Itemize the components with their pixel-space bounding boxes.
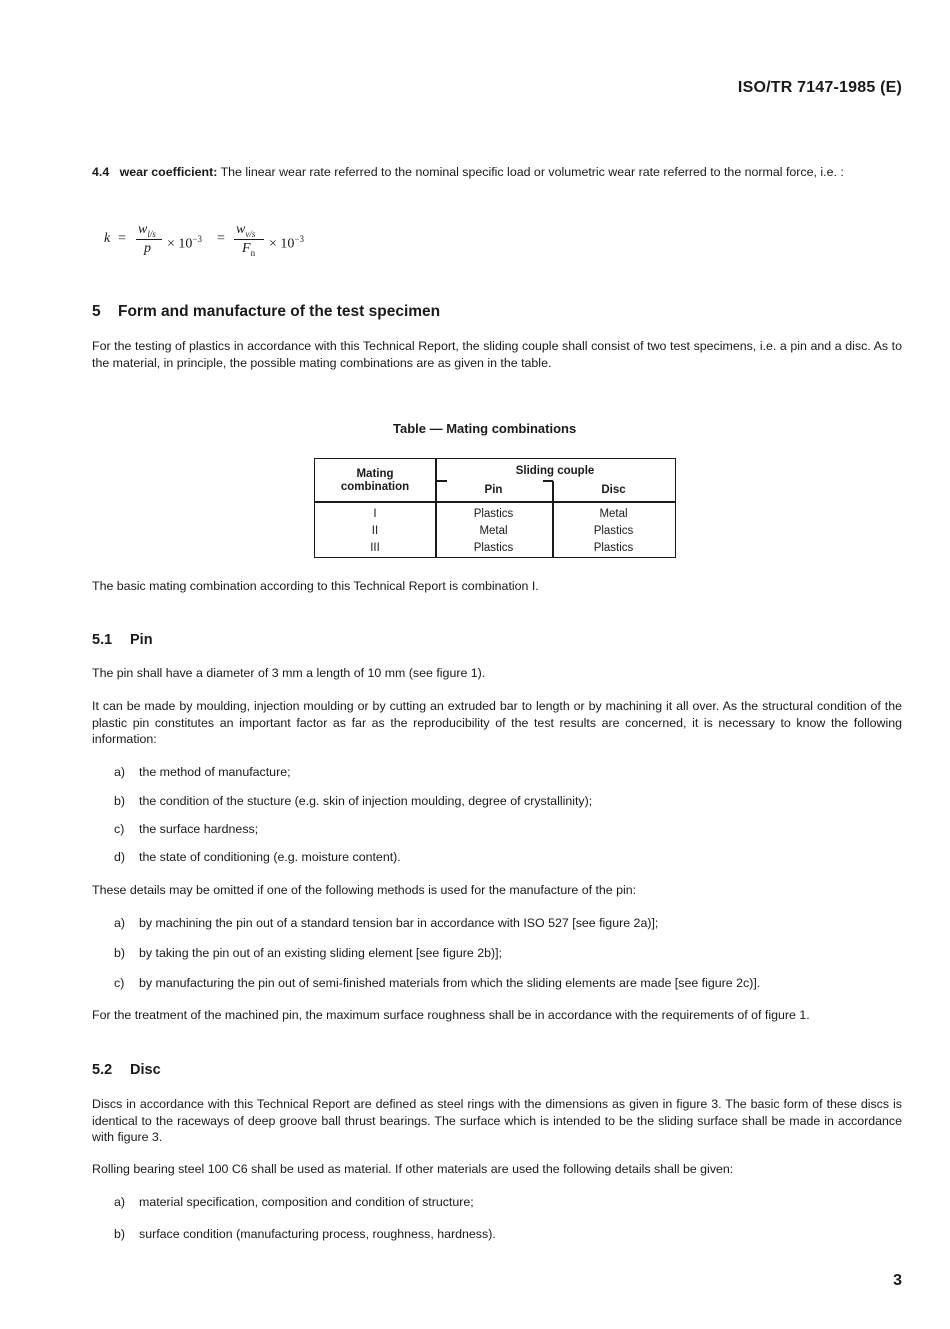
header-disc: Disc: [601, 484, 626, 496]
table-cell-pin: Plastics: [473, 508, 514, 520]
table-caption: Table — Mating combinations: [393, 421, 577, 436]
section-5-2-paragraph-2: Rolling bearing steel 100 C6 shall be used as material. If other materials are used the following details shall be given:: [92, 1162, 734, 1176]
section-5-1-heading: [92, 632, 153, 649]
section-title: Pin: [130, 632, 153, 648]
header-sliding-couple: Sliding couple: [515, 465, 595, 477]
wear-coefficient-formula: [104, 222, 364, 272]
definition-4-4: [92, 164, 902, 181]
table-cell-disc: Plastics: [593, 542, 634, 554]
clause-number: 4.4: [92, 165, 110, 179]
header-mating: Mating: [356, 468, 394, 480]
list-item: c) the surface hardness;: [114, 822, 259, 836]
table-cell-combo: I: [373, 508, 377, 520]
table-cell-disc: Plastics: [593, 525, 634, 537]
section-5-1-paragraph-1: The pin shall have a diameter of 3 mm a length of 10 mm (see figure 1).: [92, 666, 486, 680]
document-id: ISO/TR 7147-1985 (E): [737, 79, 902, 96]
formula-denominator-1: p: [144, 241, 151, 256]
formula-equals-1: =: [118, 231, 126, 246]
page-number: 3: [893, 1272, 902, 1289]
definition-text: The linear wear rate referred to the nominal specific load or volumetric wear rate referred to the normal force, i.e. :: [220, 165, 844, 179]
formula-equals-2: =: [217, 231, 225, 246]
list-item: c) by manufacturing the pin out of semi-finished materials from which the sliding elements are made [see figure 2c)].: [114, 976, 761, 990]
section-5-1-paragraph-4: For the treatment of the machined pin, the maximum surface roughness shall be in accordance with the requirements of of figure 1.: [92, 1008, 810, 1022]
table-cell-combo: II: [371, 525, 379, 537]
defined-term: wear coefficient:: [119, 165, 218, 179]
section-title: Disc: [130, 1062, 161, 1078]
formula-denominator-2: $F_n$: [242, 241, 256, 258]
section-5-2-heading: [92, 1062, 161, 1079]
section-5-paragraph-1: For the testing of plastics in accordance with this Technical Report, the sliding couple shall consist of two test specimens, i.e. a pin and a disc. As to the material, in principle, the possible mating combinations are as given in the table.: [92, 339, 902, 370]
formula-k: k: [104, 231, 111, 246]
header-pin: Pin: [484, 484, 503, 496]
list-item: b) by taking the pin out of an existing sliding element [see figure 2b)];: [114, 946, 502, 960]
table-cell-combo: III: [370, 542, 380, 554]
fraction-bar-1: [136, 239, 162, 240]
table-cell-pin: Plastics: [473, 542, 514, 554]
list-item: b) surface condition (manufacturing process, roughness, hardness).: [114, 1227, 496, 1241]
list-item: a) material specification, composition and condition of structure;: [114, 1195, 474, 1209]
list-item: a) the method of manufacture;: [114, 765, 291, 779]
formula-multiplier-1: × $10^{-3}$: [167, 234, 202, 252]
table-cell-pin: Metal: [479, 525, 508, 537]
list-item: a) by machining the pin out of a standard tension bar in accordance with ISO 527 [see figure 2a)];: [114, 916, 659, 930]
formula-multiplier-2: × $10^{-3}$: [269, 234, 304, 252]
section-5-heading: [92, 304, 440, 321]
list-item: b) the condition of the stucture (e.g. skin of injection moulding, degree of crystallinity);: [114, 794, 593, 808]
section-5-1-paragraph-3: These details may be omitted if one of the following methods is used for the manufacture of the pin:: [92, 883, 637, 897]
table-cell-disc: Metal: [599, 508, 628, 520]
section-5-1-paragraph-2: It can be made by moulding, injection moulding or by cutting an extruded bar to length or by machining it all over. As the structural condition of the plastic pin constitutes an important factor as far as the reproducibility of the test results are concerned, it is necessary to know the following information:: [92, 699, 902, 746]
fraction-bar-2: [234, 239, 264, 240]
section-number: 5.1: [92, 632, 113, 648]
mating-combinations-table: [314, 458, 676, 558]
section-number: 5: [92, 303, 101, 320]
formula-numerator-2: $w_{v/s}$: [236, 222, 256, 239]
section-5-paragraph-2: The basic mating combination according to this Technical Report is combination I.: [92, 579, 539, 593]
list-item: d) the state of conditioning (e.g. moisture content).: [114, 850, 401, 864]
table-divider: [315, 501, 675, 503]
section-title: Form and manufacture of the test specimen: [118, 303, 441, 320]
header-combination: combination: [340, 481, 410, 493]
section-5-2-paragraph-1: Discs in accordance with this Technical Report are defined as steel rings with the dimensions as given in figure 3. The basic form of these discs is identical to the raceways of deep groove ball thrust bearings. The surface which is intended to be the sliding surface shall be made in accordance with figure 3.: [92, 1097, 902, 1144]
section-number: 5.2: [92, 1062, 113, 1078]
formula-numerator-1: $w_{l/s}$: [138, 222, 156, 239]
